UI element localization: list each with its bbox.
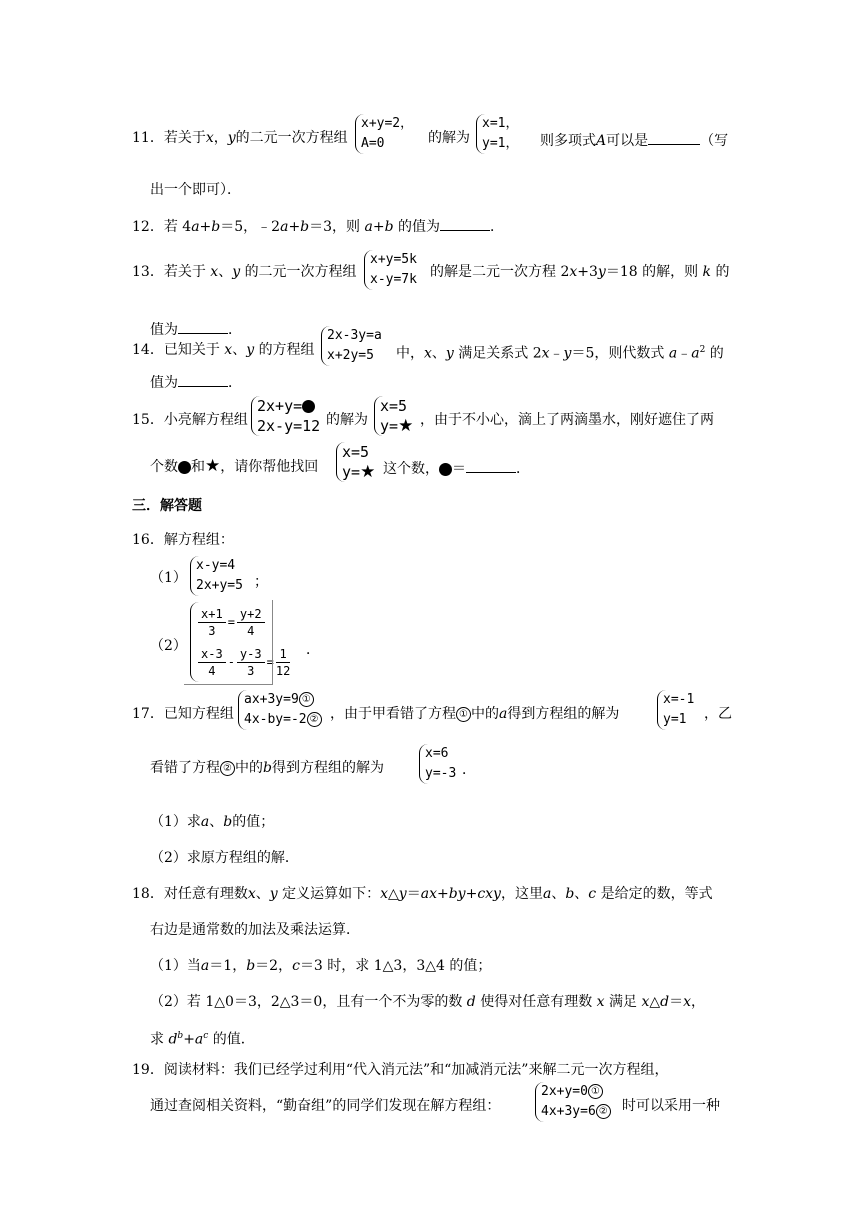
star-icon: ★ <box>360 462 376 482</box>
q15-line2-a: 个数 和★，请你帮他找回 <box>150 456 319 476</box>
q11-line1: 11．若关于x，y的二元一次方程组 <box>132 130 348 146</box>
q13-line1-tail: 的解是二元一次方程 2x+3y＝18 的解，则 k 的 <box>430 264 730 280</box>
q15-line1: 15．小亮解方程组 <box>132 412 248 428</box>
q17-sub2: （2）求原方程组的解． <box>150 850 299 866</box>
answer-blank <box>178 317 228 334</box>
q18-sub2: （2）若 1△0＝3，2△3＝0，且有一个不为零的数 d 使得对任意有理数 x 满足 x△d＝x， <box>150 994 706 1010</box>
q14-line1: 14．已知关于 x、y 的方程组 <box>132 342 315 358</box>
q17-system: ax+3y=9 ① 4x-by=-2 ② <box>238 690 322 730</box>
q18-line5: 求 $d^b+a^c$ 的值． <box>150 1031 255 1048</box>
q15-solution-2: x=5 y=★ <box>336 442 375 482</box>
equation-image-border <box>184 600 273 685</box>
q17-line1: 17．已知方程组 <box>132 706 234 722</box>
q11-solution: x=1， y=1， <box>476 114 518 154</box>
q17-sub1: （1）求a、b的值； <box>150 814 275 830</box>
q11-line2: 出一个即可）． <box>150 182 241 198</box>
q12: 12．若 4a+b＝5，﹣2a+b＝3，则 a+b 的值为 ． <box>132 214 504 237</box>
q11-solve-label: 的解为 <box>428 130 470 146</box>
q15-solution: x=5 y=★ <box>374 396 413 436</box>
q17-line1-tail: ，由于甲看错了方程 ① 中的a得到方程组的解为 <box>330 706 620 722</box>
q16-part2-label: （2） <box>150 638 187 654</box>
q16-part1-label: （1） <box>150 570 187 586</box>
q16-system-1: x-y=4 2x+y=5 <box>190 556 243 596</box>
answer-blank <box>648 128 700 145</box>
q11-line1-tail: 则多项式A可以是 （写 <box>540 128 728 151</box>
star-icon: ★ <box>398 416 414 436</box>
star-icon: ★ <box>205 456 221 476</box>
q13-line2: 值为 ． <box>150 317 242 340</box>
q17-solution-2: x=6 y=-3 <box>419 744 456 784</box>
q16-system-2: $\frac{x+1}{3}$ = $\frac{y+2}{4}$ $\frac{x-3}{4}$ - $\frac{y-3}{3}$ = $\frac{1}{12}$ <box>190 602 296 682</box>
q19-line1: 19．阅读材料：我们已经学过利用“代入消元法”和“加减消元法”来解二元一次方程组， <box>132 1062 669 1078</box>
q18-line2: 右边是通常数的加法及乘法运算． <box>150 922 360 938</box>
q19-line2: 通过查阅相关资料，“勤奋组”的同学们发现在解方程组： <box>150 1098 501 1114</box>
q13-line1: 13．若关于 x、y 的二元一次方程组 <box>132 264 357 280</box>
q16-title: 16．解方程组： <box>132 532 234 548</box>
q15-line2-b: 这个数， ＝ ． <box>383 456 530 479</box>
section-heading: 三．解答题 <box>132 498 202 514</box>
answer-blank <box>440 214 490 231</box>
q17-line2: 看错了方程 ② 中的b得到方程组的解为 <box>150 760 384 776</box>
q14-line2: 值为 ． <box>150 370 242 393</box>
q14-system: 2x-3y=a x+2y=5 <box>321 326 382 366</box>
ink-dot-icon <box>302 400 315 413</box>
ink-dot-icon <box>439 463 452 476</box>
q15-line1-tail: ，由于不小心，滴上了两滴墨水，刚好遮住了两 <box>420 412 714 428</box>
q11-system: x+y=2， A=0 <box>355 114 413 154</box>
q18-sub1: （1）当a＝1，b＝2，c＝3 时，求 1△3，3△4 的值； <box>150 958 492 974</box>
q19-line2-tail: 时可以采用一种 <box>622 1098 720 1114</box>
q13-system: x+y=5k x-y=7k <box>364 250 417 290</box>
q17-solution-1: x=-1 y=1 <box>657 690 694 730</box>
q15-solve-label: 的解为 <box>326 412 368 428</box>
q15-system: 2x+y= 2x-y=12 <box>251 396 320 436</box>
answer-blank <box>178 370 228 387</box>
ink-dot-icon <box>178 461 191 474</box>
q18-line1: 18．对任意有理数x、y 定义运算如下：x△y＝ax+by+cxy，这里a、b、c 是给定的数，等式 <box>132 886 713 902</box>
q14-line1-tail: 中，x、y 满足关系式 2x﹣y＝5，则代数式 $a﹣a^2$ 的 <box>396 345 724 362</box>
q19-system: 2x+y=0 ① 4x+3y=6 ② <box>535 1082 611 1122</box>
answer-blank <box>466 456 516 473</box>
